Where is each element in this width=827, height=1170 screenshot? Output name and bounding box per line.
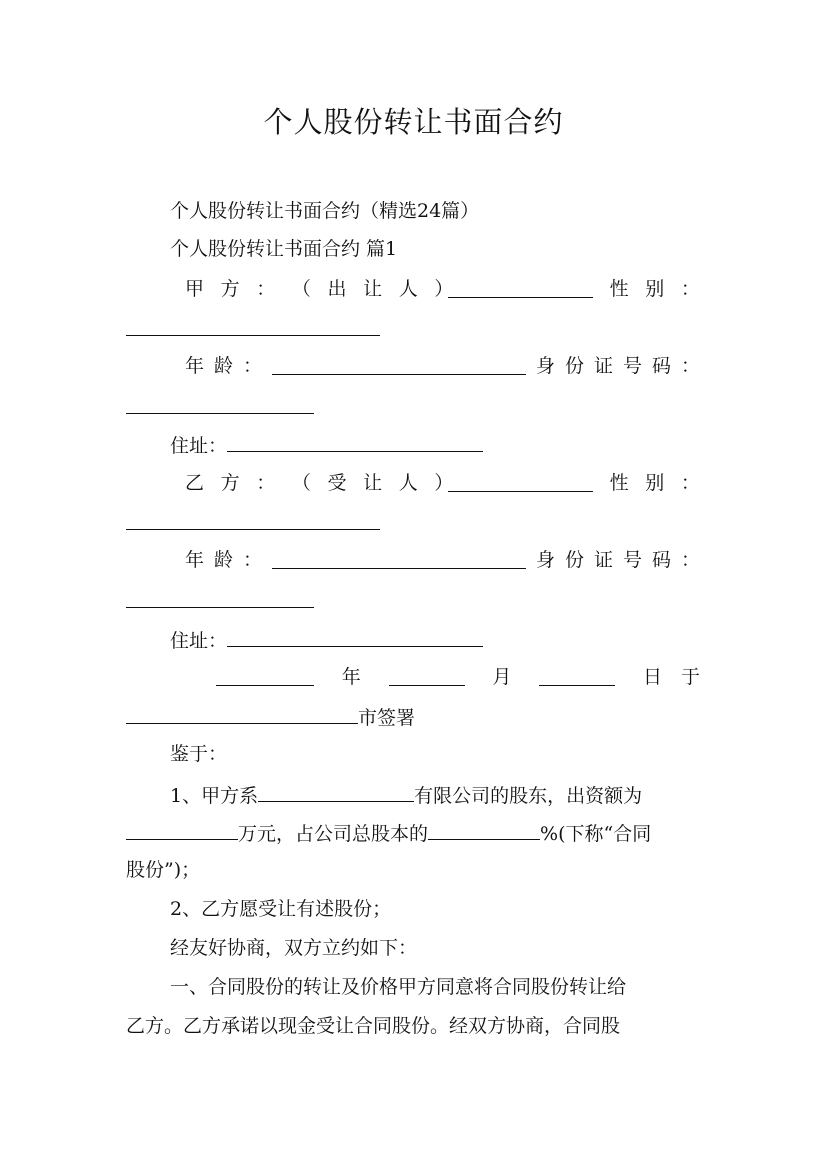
age-char: 龄: [214, 549, 234, 571]
clause1-line3: 股份”)；: [126, 859, 201, 881]
party-b-char: 让: [363, 472, 383, 494]
company-blank: [258, 781, 414, 802]
id-char: 码: [651, 549, 671, 571]
party-a-address-line: [170, 431, 483, 458]
clause1-mid: 有限公司的股东，出资额为: [414, 785, 643, 807]
date-row: [216, 665, 700, 689]
party-b-char: ：: [680, 472, 700, 494]
party-b-char: 别: [645, 472, 665, 494]
clause2-line: 2、乙方愿受让有述股份；: [170, 898, 392, 920]
party-a-char: 人: [398, 278, 418, 300]
party-b-char: ）: [434, 472, 454, 494]
month-blank: [389, 665, 465, 686]
party-b-address-blank: [227, 626, 483, 647]
capital-blank: [126, 819, 238, 840]
party-a-char: 别: [645, 278, 665, 300]
clause1-line2-b: %(下称“合同: [540, 823, 652, 845]
article1-line1: 一、合同股份的转让及价格甲方同意将合同股份转让给: [170, 976, 627, 998]
id-char: 码: [651, 355, 671, 377]
id-char: 份: [564, 549, 584, 571]
id-char: 证: [593, 549, 613, 571]
party-b-char: ：: [256, 472, 276, 494]
clause1-line2-a: 万元，占公司总股本的: [238, 823, 429, 845]
party-a-char: 甲: [185, 278, 205, 300]
id-char: 身: [535, 549, 555, 571]
party-a-age-row: [185, 354, 700, 378]
party-b-age-row: [185, 548, 700, 572]
party-a-char: 方: [220, 278, 240, 300]
agreement-intro: 经友好协商，双方立约如下：: [170, 937, 418, 959]
party-b-id-blank: [126, 587, 314, 608]
age-char: ：: [243, 355, 263, 377]
party-a-name-blank: [448, 277, 593, 298]
party-b-address-line: [170, 626, 483, 653]
party-a-char: ）: [434, 278, 454, 300]
party-b-gender-blank: [126, 509, 380, 530]
party-a-id-line: [126, 393, 314, 420]
party-b-char: 受: [327, 472, 347, 494]
party-b-row: [185, 471, 700, 495]
id-char: ：: [680, 355, 700, 377]
month-label: 月: [492, 666, 512, 688]
party-b-id-line: [126, 587, 314, 614]
party-a-address-blank: [227, 431, 483, 452]
day-blank: [539, 665, 615, 686]
city-line: [126, 703, 415, 730]
age-char: 龄: [214, 355, 234, 377]
year-blank: [216, 665, 314, 686]
party-b-age-blank: [272, 548, 526, 569]
year-label: 年: [341, 666, 361, 688]
party-b-name-blank: [448, 471, 593, 492]
party-b-char: 方: [220, 472, 240, 494]
id-char: 号: [622, 355, 642, 377]
city-blank: [126, 703, 358, 724]
document-title: 个人股份转让书面合约: [263, 105, 564, 139]
day-at-label: 日 于: [642, 666, 700, 688]
party-a-char: 出: [327, 278, 347, 300]
party-a-gender-blank: [126, 315, 380, 336]
clause1-line2: [126, 819, 651, 846]
city-signed-label: 市签署: [358, 707, 416, 729]
party-a-char: （: [291, 278, 311, 300]
clause1-line1: [170, 781, 642, 808]
party-a-gender-line: [126, 315, 380, 342]
party-a-char: ：: [680, 278, 700, 300]
party-b-address-label: 住址：: [170, 630, 228, 652]
age-char: ：: [243, 549, 263, 571]
clause1-prefix: 1、甲方系: [170, 785, 259, 807]
article1-line2: 乙方。乙方承诺以现金受让合同股份。经双方协商，合同股: [126, 1015, 621, 1037]
article-heading: 个人股份转让书面合约 篇1: [170, 238, 398, 260]
party-a-id-blank: [126, 393, 314, 414]
party-a-char: 性: [609, 278, 629, 300]
party-b-gender-line: [126, 509, 380, 536]
whereas-heading: 鉴于：: [170, 743, 228, 765]
party-a-char: 让: [363, 278, 383, 300]
id-char: 身: [535, 355, 555, 377]
party-b-char: （: [291, 472, 311, 494]
id-char: ：: [680, 549, 700, 571]
party-b-char: 乙: [185, 472, 205, 494]
party-a-address-label: 住址：: [170, 435, 228, 457]
id-char: 证: [593, 355, 613, 377]
party-a-age-blank: [272, 354, 526, 375]
age-char: 年: [185, 355, 205, 377]
age-char: 年: [185, 549, 205, 571]
party-b-char: 人: [398, 472, 418, 494]
percent-blank: [428, 819, 540, 840]
party-b-char: 性: [609, 472, 629, 494]
id-char: 号: [622, 549, 642, 571]
document-subtitle: 个人股份转让书面合约（精选24篇）: [170, 200, 480, 222]
party-a-char: ：: [256, 278, 276, 300]
id-char: 份: [564, 355, 584, 377]
party-a-row: [185, 277, 700, 301]
